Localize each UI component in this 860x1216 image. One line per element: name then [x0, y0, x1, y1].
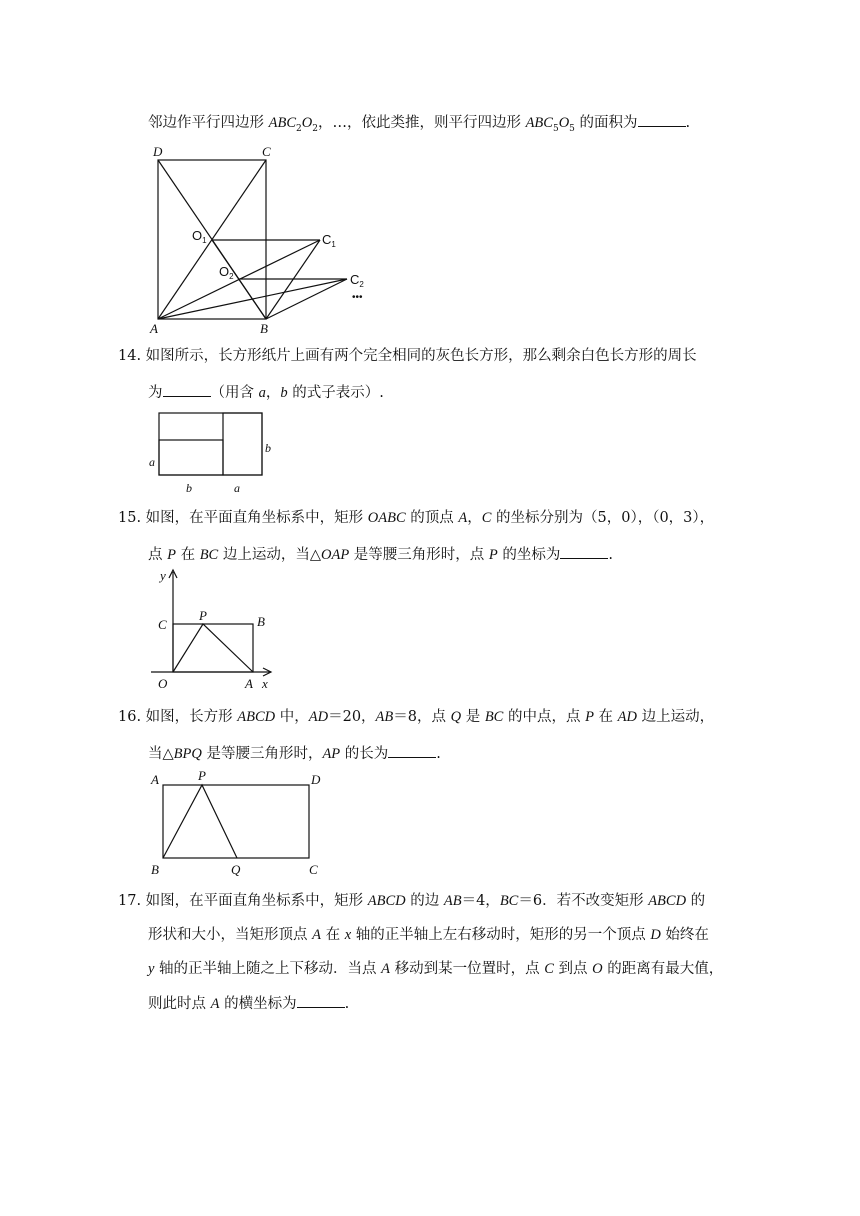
subscript: 2	[296, 123, 302, 134]
math-var: BC	[499, 893, 519, 909]
question-number: 17.	[118, 893, 142, 909]
math-var: Q	[450, 709, 462, 725]
label-a-bottom: a	[234, 481, 240, 495]
q17-text: 轴的正半轴上左右移动时，矩形的另一个顶点	[351, 927, 651, 943]
q16-text: 中，	[275, 709, 309, 725]
q16-text: 是	[461, 709, 485, 725]
question-number: 14.	[118, 348, 142, 364]
gray-rectangle-left	[159, 440, 223, 475]
label-b: B	[257, 614, 265, 629]
q15-text: .	[608, 547, 613, 563]
q17-text: 的	[686, 893, 706, 909]
q17-text: 始终在	[660, 927, 709, 943]
q16-text: ＝8，点	[393, 709, 451, 725]
var-a: a	[258, 385, 266, 401]
q14-text: ，	[265, 385, 281, 401]
label-x: x	[262, 676, 268, 691]
answer-blank[interactable]	[297, 993, 345, 1008]
q14-text: （用含	[210, 385, 259, 401]
math-var: C	[481, 510, 492, 526]
q14-line-1	[118, 346, 697, 366]
segment-bc2	[266, 279, 347, 319]
label-c1: $C_1$	[322, 232, 336, 249]
q13-shape: ABC	[268, 115, 296, 131]
label-y: y	[160, 568, 166, 583]
q14-text: 的式子表示）.	[287, 385, 384, 401]
math-var: A	[458, 510, 468, 526]
q13-figure	[140, 140, 380, 340]
q17-line-1	[118, 891, 705, 911]
question-number: 16.	[118, 709, 142, 725]
label-c: C	[158, 617, 167, 632]
q17-line-2	[148, 925, 709, 945]
math-var: AB	[375, 709, 394, 725]
q13-text: 邻边作平行四边形	[148, 115, 269, 131]
triangle-bpq	[163, 785, 237, 858]
math-var: BPQ	[173, 746, 202, 762]
math-var: x	[344, 927, 352, 943]
q17-text: 在	[320, 927, 345, 943]
q13-text: .	[685, 115, 691, 131]
q14-figure	[145, 408, 280, 498]
q15-text: 边上运动，当△	[218, 547, 321, 563]
math-var: AP	[322, 746, 341, 762]
label-q: Q	[231, 862, 241, 877]
q14-line-2	[148, 382, 384, 403]
answer-blank[interactable]	[388, 743, 436, 758]
q16-text: 在	[593, 709, 618, 725]
q15-text: 在	[175, 547, 200, 563]
label-p: P	[199, 608, 207, 623]
q17-text: 的距离有最大值，	[602, 961, 724, 977]
label-b-right: b	[265, 441, 271, 455]
q17-text: 如图，在平面直角坐标系中，矩形	[145, 893, 368, 909]
label-b: B	[260, 321, 268, 336]
math-var: P	[585, 709, 594, 725]
q17-text: 的边	[405, 893, 444, 909]
q15-line-1	[118, 508, 714, 528]
q17-text: ＝4，	[461, 893, 500, 909]
q15-figure	[145, 566, 285, 696]
math-var: D	[650, 927, 661, 943]
q14-text: 如图所示，长方形纸片上画有两个完全相同的灰色长方形，那么剩余白色长方形的周长	[145, 348, 697, 364]
q13-text: 的面积为	[574, 115, 638, 131]
q15-text: 的坐标为	[497, 547, 561, 563]
q17-text: 轴的正半轴上随之上下移动．当点	[154, 961, 382, 977]
math-var: OAP	[320, 547, 350, 563]
answer-blank[interactable]	[560, 544, 608, 559]
q15-text: 如图，在平面直角坐标系中，矩形	[145, 510, 368, 526]
q16-text: ＝20，	[328, 709, 376, 725]
q15-text: 的顶点	[405, 510, 459, 526]
q17-text: ＝6．若不改变矩形	[518, 893, 649, 909]
math-var: OABC	[367, 510, 406, 526]
q16-text: .	[436, 746, 441, 762]
q16-text: 的中点，点	[503, 709, 586, 725]
q17-text: .	[344, 996, 350, 1012]
q14-text: 为	[148, 385, 163, 401]
q16-text: 当△	[148, 746, 174, 762]
math-var: AB	[443, 893, 462, 909]
label-a: A	[245, 676, 253, 691]
q16-text: 边上运动，	[636, 709, 715, 725]
q17-text: 移动到某一位置时，点	[390, 961, 545, 977]
label-o: O	[158, 676, 168, 691]
label-c: C	[309, 862, 318, 877]
math-var: AD	[617, 709, 637, 725]
rectangle-abcd	[163, 785, 309, 858]
math-var: P	[167, 547, 176, 563]
triangle-oap	[173, 624, 253, 672]
subscript: 5	[552, 123, 559, 134]
var-b: b	[280, 385, 288, 401]
question-number: 15.	[118, 510, 142, 526]
label-b: B	[151, 862, 159, 877]
outer-rectangle	[159, 413, 262, 475]
label-d: D	[153, 144, 163, 159]
q15-text: 点	[148, 547, 168, 563]
math-var: BC	[199, 547, 219, 563]
q13-text-line	[148, 112, 690, 139]
answer-blank[interactable]	[163, 382, 211, 397]
math-var: C	[544, 961, 554, 977]
label-d: D	[311, 772, 321, 787]
math-var: O	[592, 961, 603, 977]
math-var: ABCD	[367, 893, 406, 909]
q15-text: 是等腰三角形时，点	[349, 547, 489, 563]
label-o1: $O_1$	[192, 228, 207, 245]
rectangle-oabc	[173, 624, 253, 672]
math-var: BC	[484, 709, 504, 725]
math-var: A	[312, 927, 321, 943]
subscript: 2	[312, 123, 318, 134]
q16-figure	[145, 764, 335, 879]
math-var: ABCD	[237, 709, 276, 725]
ellipsis-dots: •••	[352, 292, 363, 303]
q13-shape: O	[301, 115, 313, 131]
q15-text: 的坐标分别为（5，0），（0，3），	[491, 510, 715, 526]
label-c2: $C_2$	[350, 272, 364, 289]
q16-text: 是等腰三角形时，	[201, 746, 323, 762]
q17-text: 则此时点	[148, 996, 211, 1012]
q17-line-3	[148, 959, 723, 979]
q16-line-1	[118, 707, 714, 727]
label-c: C	[262, 144, 271, 159]
label-o2: $O_2$	[219, 264, 234, 281]
q16-text: 如图，长方形	[145, 709, 238, 725]
subscript: 5	[569, 123, 575, 134]
gray-rectangle-right	[223, 413, 262, 475]
math-var: A	[381, 961, 391, 977]
q17-line-4	[148, 993, 349, 1014]
label-p: P	[198, 768, 206, 783]
q16-line-2	[148, 743, 441, 764]
q17-text: 形状和大小，当矩形顶点	[148, 927, 313, 943]
q13-shape: O	[558, 115, 570, 131]
q17-text: 到点	[553, 961, 593, 977]
math-var: y	[148, 961, 155, 977]
label-a-left: a	[149, 455, 155, 469]
label-b-bottom: b	[186, 481, 192, 495]
q15-text: ，	[467, 510, 482, 526]
math-var: A	[210, 996, 220, 1012]
q16-text: 的长为	[340, 746, 389, 762]
label-a: A	[150, 321, 158, 336]
math-var: ABCD	[648, 893, 687, 909]
q15-line-2	[148, 544, 613, 565]
label-a: A	[151, 772, 159, 787]
answer-blank[interactable]	[638, 112, 686, 127]
math-var: P	[488, 547, 498, 563]
q13-shape: ABC	[525, 115, 553, 131]
q13-text: ，…，依此类推，则平行四边形	[317, 115, 526, 131]
q17-text: 的横坐标为	[219, 996, 297, 1012]
math-var: AD	[308, 709, 329, 725]
